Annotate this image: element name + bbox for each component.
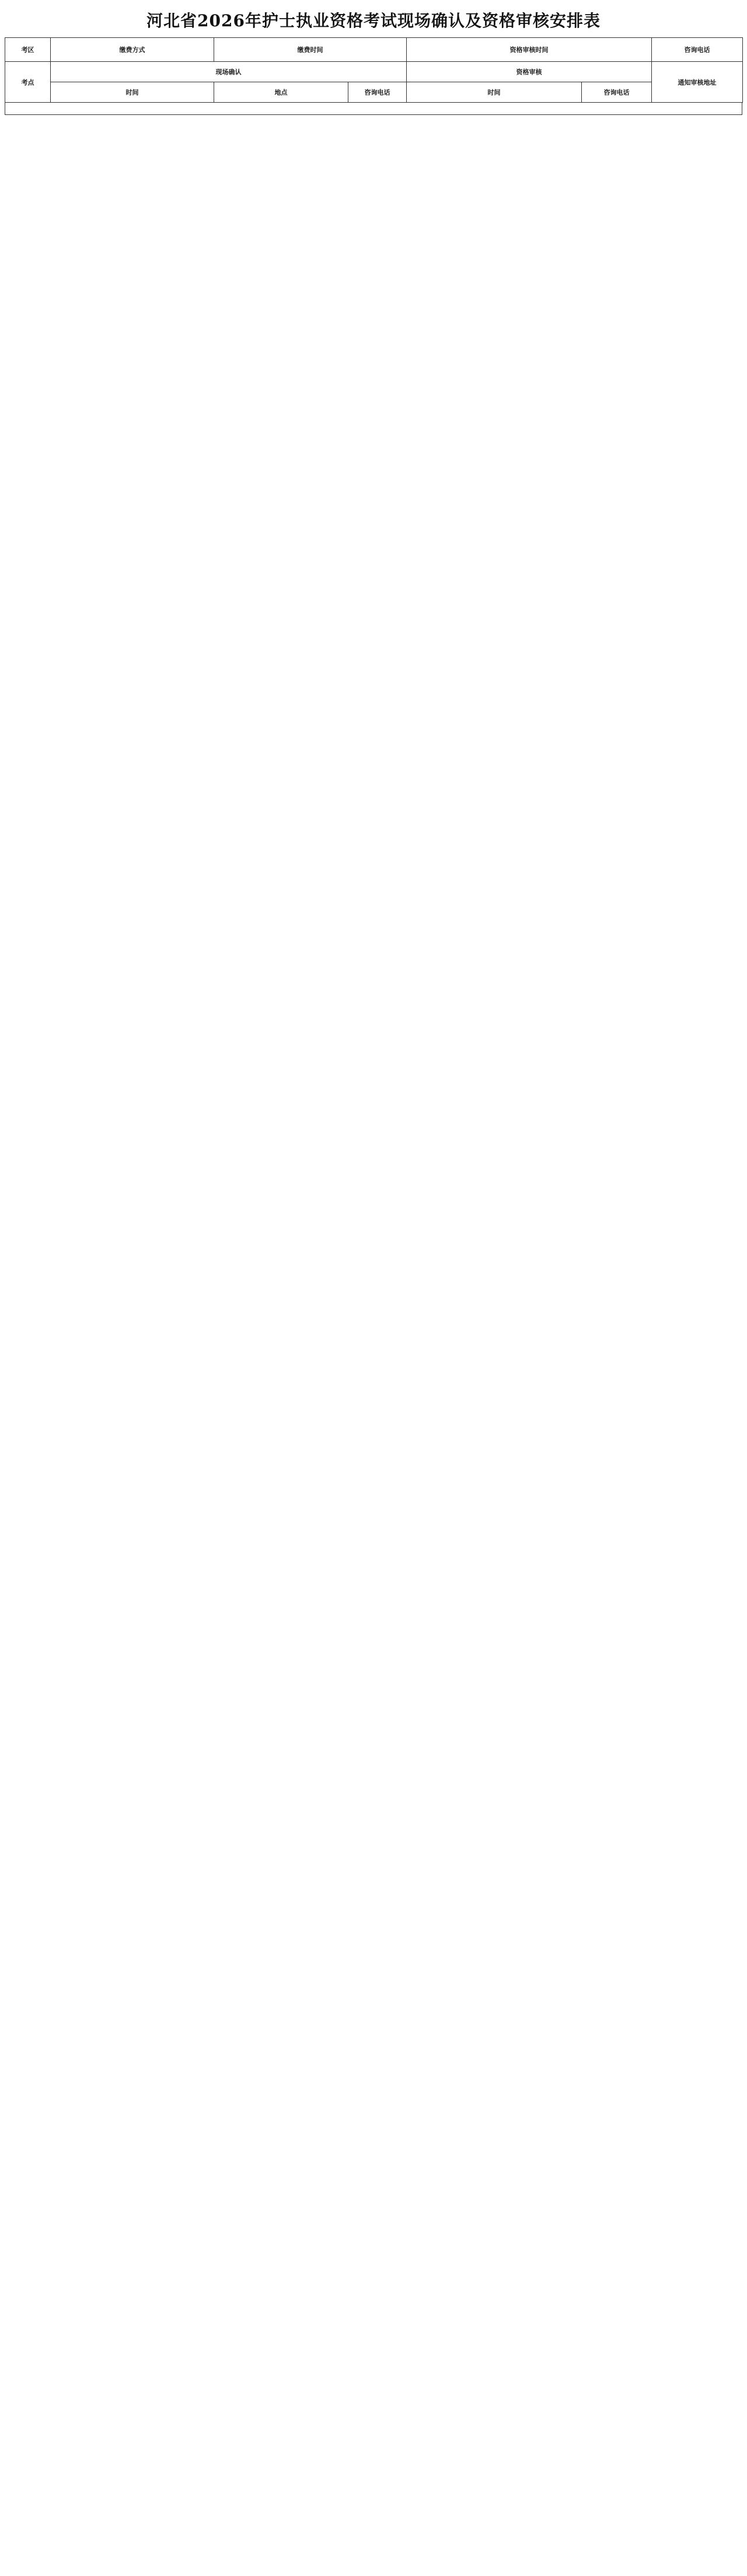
header-area: 考区 bbox=[5, 38, 51, 62]
header-pay-method: 缴费方式 bbox=[51, 38, 214, 62]
subheader-place: 地点 bbox=[214, 82, 348, 103]
header-pay-time: 缴费时间 bbox=[214, 38, 407, 62]
subheader-site: 考点 bbox=[5, 62, 51, 103]
subheader-time: 时间 bbox=[51, 82, 214, 103]
table-subheader-row-2 bbox=[5, 82, 743, 103]
header-review-time: 资格审核时间 bbox=[407, 38, 652, 62]
subheader-review-contact: 咨询电话 bbox=[582, 82, 652, 103]
subheader-notice: 通知审核地址 bbox=[652, 62, 743, 103]
subheader-review: 资格审核 bbox=[407, 62, 652, 82]
schedule-table bbox=[5, 37, 743, 103]
subheader-review-time: 时间 bbox=[407, 82, 582, 103]
table-header-row bbox=[5, 38, 743, 62]
footnote bbox=[5, 103, 742, 115]
subheader-contact: 咨询电话 bbox=[348, 82, 407, 103]
subheader-onsite: 现场确认 bbox=[51, 62, 407, 82]
header-phone: 咨询电话 bbox=[652, 38, 743, 62]
table-subheader-row bbox=[5, 62, 743, 82]
page-title: 河北省2026年护士执业资格考试现场确认及资格审核安排表 bbox=[146, 11, 601, 30]
